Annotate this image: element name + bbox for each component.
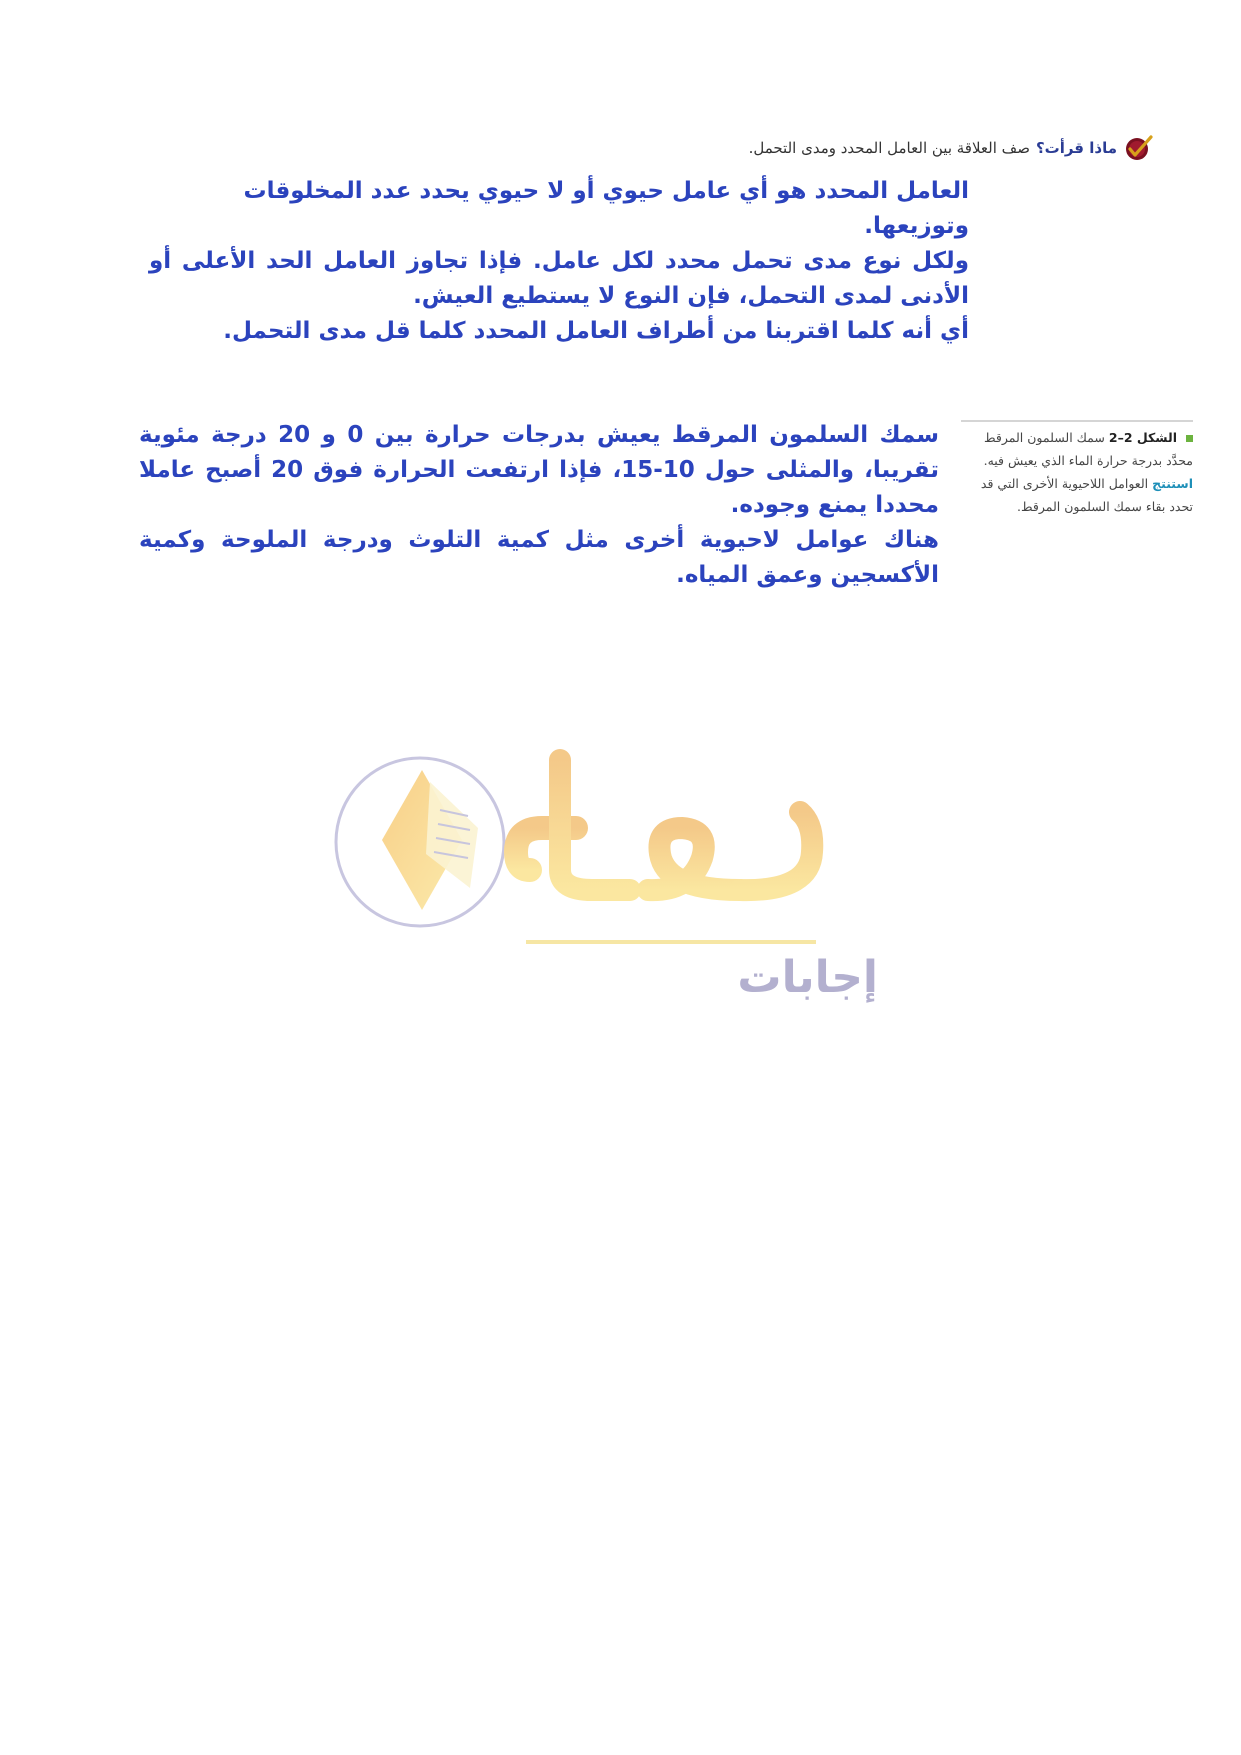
caption-line: [961, 426, 1193, 449]
answer-1-line: أي أنه كلما اقتربنا من أطراف العامل المحدد كلما قل مدى التحمل.: [223, 318, 969, 344]
question-header: [633, 134, 1153, 162]
caption-text: العوامل اللاحيوية الأخرى التي قد: [980, 476, 1149, 491]
caption-text: محدَّد بدرجة حرارة الماء الذي يعيش فيه.: [983, 453, 1193, 468]
watermark-graphic: [330, 720, 890, 930]
answer-2: [139, 418, 939, 593]
answer-1: [149, 174, 969, 349]
caption-infer-label: استنتج: [1152, 476, 1193, 491]
answer-1-line: ولكل نوع مدى تحمل محدد لكل عامل. فإذا تجاوز العامل الحد الأعلى أو الأدنى لمدى التحمل، فإن النوع لا يستطيع العيش.: [149, 248, 969, 309]
watermark-sub-label: إجابات: [737, 952, 878, 1003]
answer-1-line: العامل المحدد هو أي عامل حيوي أو لا حيوي يحدد عدد المخلوقات وتوزيعها.: [243, 178, 969, 239]
checkmark-icon: [1123, 134, 1153, 162]
question-prompt: ماذا قرأت؟: [1035, 139, 1117, 157]
caption-line: [961, 472, 1193, 495]
watermark-underline: [526, 940, 816, 944]
caption-text: تحدد بقاء سمك السلمون المرقط.: [1017, 499, 1193, 514]
answer-2-paragraph: هناك عوامل لاحيوية أخرى مثل كمية التلوث ودرجة الملوحة وكمية الأكسجين وعمق المياه.: [139, 527, 939, 588]
watermark-logo: [330, 720, 890, 1020]
caption-text: سمك السلمون المرقط: [984, 430, 1105, 445]
caption-square-icon: [1186, 435, 1193, 442]
figure-number: الشكل 2–2: [1108, 430, 1178, 445]
figure-caption: [961, 420, 1193, 518]
answer-2-paragraph: سمك السلمون المرقط يعيش بدرجات حرارة بين 0 و 20 درجة مئوية تقريبا، والمثلى حول 10-15، فإذا ارتفعت الحرارة فوق 20 أصبح عاملا محددا يمنع وجوده.: [139, 422, 939, 518]
question-text: صف العلاقة بين العامل المحدد ومدى التحمل.: [748, 139, 1030, 157]
